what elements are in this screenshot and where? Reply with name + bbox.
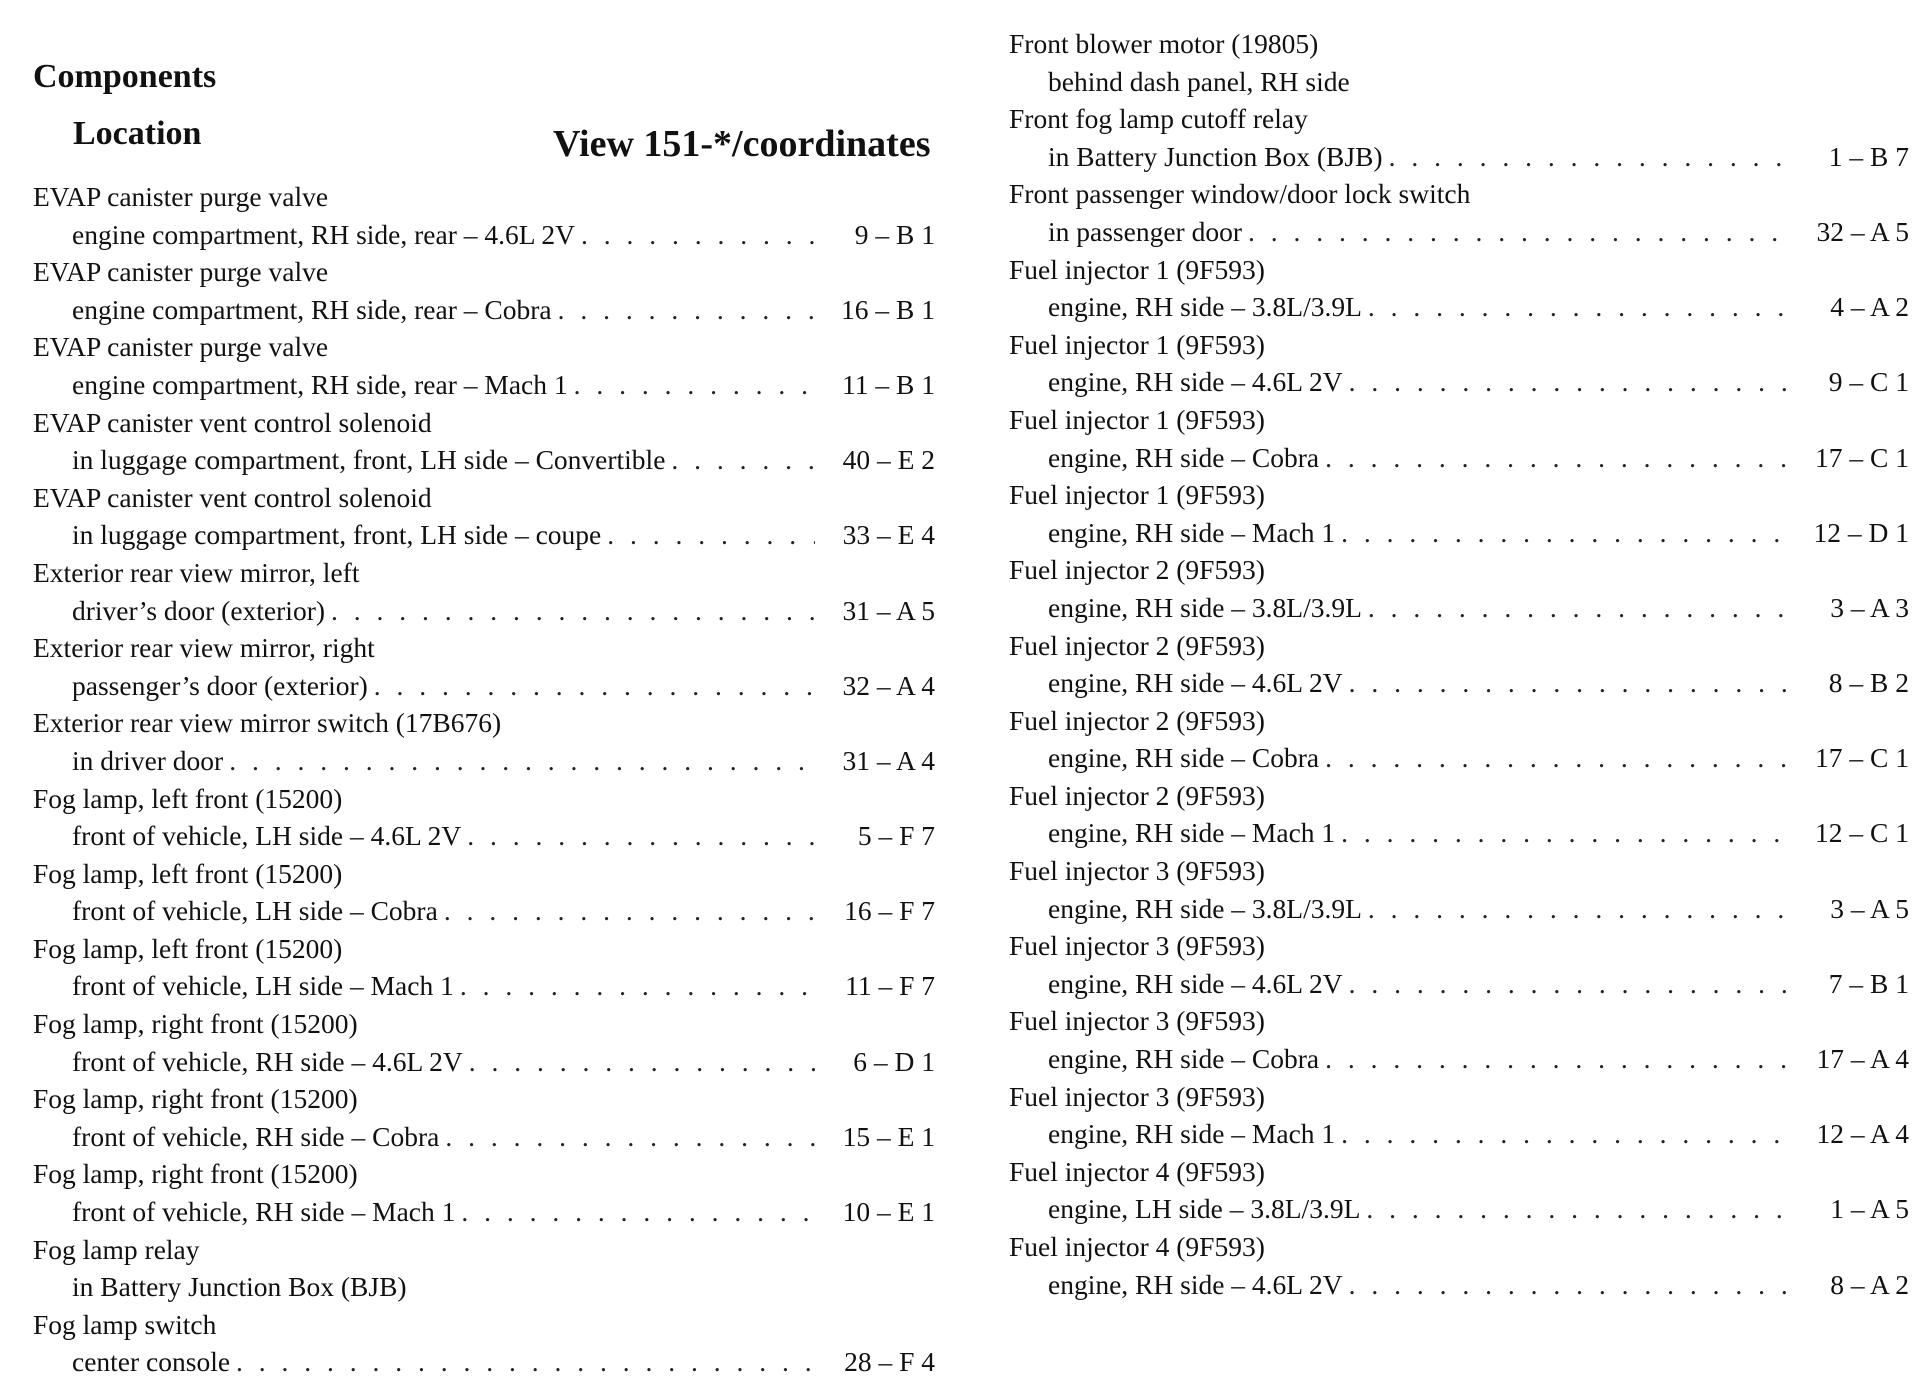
location-description: in luggage compartment, front, LH side – Convertible [72,444,666,476]
index-entry [33,780,935,855]
view-coordinate: 7 – B 1 [1828,967,1909,999]
index-entry [1009,777,1909,852]
index-entry [33,404,935,479]
location-description: center console [72,1346,231,1378]
component-name: EVAP canister purge valve [33,256,329,288]
component-location-line [33,1343,935,1381]
component-name: Fog lamp, left front (15200) [33,782,343,814]
location-description: engine compartment, RH side, rear – Mach 1 [72,368,568,400]
view-coordinate: 4 – A 2 [1830,291,1909,323]
dot-leader [1368,288,1789,326]
component-name: EVAP canister vent control solenoid [33,406,432,438]
index-entry [33,253,935,328]
component-location-line [1009,890,1909,928]
location-description: in Battery Junction Box (BJB) [1048,140,1383,172]
index-entry [33,1306,935,1381]
component-location-line [1009,664,1909,702]
index-entry [1009,1078,1909,1153]
component-name: Fuel injector 1 (9F593) [1009,253,1265,285]
component-name: Fuel injector 3 (9F593) [1009,1080,1265,1112]
dot-leader [1349,664,1789,702]
dot-leader [331,592,815,630]
index-entry [1009,175,1909,250]
component-name: EVAP canister purge valve [33,181,329,212]
dot-leader [1349,363,1789,401]
location-description: engine compartment, RH side, rear – 4.6L 2V [72,218,576,250]
location-column-heading: Location [73,115,202,152]
view-coordinate: 9 – B 1 [854,218,935,250]
component-name: Fuel injector 4 (9F593) [1009,1231,1265,1262]
index-entry [1009,100,1909,175]
view-coordinate: 32 – A 5 [1816,215,1909,247]
component-name: Front passenger window/door lock switch [1009,178,1471,210]
location-description: front of vehicle, LH side – Cobra [72,895,438,927]
location-description: passenger’s door (exterior) [72,669,368,701]
component-location-line [33,967,935,1005]
dot-leader [607,516,815,554]
location-description: engine, RH side – 3.8L/3.9L [1048,591,1362,623]
index-entry [33,704,935,779]
view-coordinate: 12 – C 1 [1815,817,1909,849]
location-description: front of vehicle, RH side – 4.6L 2V [72,1045,463,1077]
dot-leader [581,216,815,254]
left-index-column [33,178,935,1381]
view-coordinate: 9 – C 1 [1828,366,1909,398]
view-coordinate: 15 – E 1 [842,1120,935,1152]
view-coordinate: 17 – C 1 [1815,742,1909,774]
index-entry [33,629,935,704]
component-name: Fog lamp, right front (15200) [33,1008,358,1040]
dot-leader [1368,890,1789,928]
dot-leader [1368,589,1789,627]
component-location-line [1009,1190,1909,1228]
index-entry [33,1155,935,1230]
dot-leader [574,366,815,404]
component-name: Fuel injector 4 (9F593) [1009,1155,1265,1187]
component-name: Exterior rear view mirror, left [33,556,360,588]
component-location-line [33,441,935,479]
location-description: engine, RH side – 4.6L 2V [1048,967,1343,999]
component-location-line [33,1118,935,1156]
index-entry [33,479,935,554]
index-entry [33,1005,935,1080]
right-index-column [1009,25,1909,1303]
view-coordinate: 11 – B 1 [842,368,935,400]
dot-leader [1325,739,1789,777]
dot-leader [1389,138,1789,176]
component-name: Front blower motor (19805) [1009,28,1319,59]
component-name: Fog lamp, left front (15200) [33,932,343,964]
component-location-line [33,216,935,254]
component-name: Fuel injector 2 (9F593) [1009,629,1265,661]
dot-leader [1366,1190,1789,1228]
dot-leader [461,1193,815,1231]
index-entry [1009,702,1909,777]
location-description: engine, RH side – Mach 1 [1048,1118,1336,1150]
component-location-line [33,366,935,404]
location-description: engine, RH side – Mach 1 [1048,516,1336,548]
view-coordinate: 3 – A 3 [1830,591,1909,623]
dot-leader [1349,965,1789,1003]
location-description: engine, RH side – 4.6L 2V [1048,366,1343,398]
component-location-line [33,592,935,630]
location-description: engine, RH side – 4.6L 2V [1048,1268,1343,1300]
component-location-line [1009,589,1909,627]
component-name: Exterior rear view mirror switch (17B676) [33,707,502,739]
dot-leader [444,892,815,930]
location-description: in passenger door [1048,215,1242,247]
view-coordinate: 11 – F 7 [845,970,935,1002]
location-description: front of vehicle, LH side – Mach 1 [72,970,454,1002]
location-description: engine, LH side – 3.8L/3.9L [1048,1193,1361,1225]
component-location-line [1009,739,1909,777]
component-name: Fuel injector 3 (9F593) [1009,1005,1265,1037]
dot-leader [460,967,815,1005]
location-description: front of vehicle, LH side – 4.6L 2V [72,820,462,852]
component-location-line [33,1193,935,1231]
component-name: Exterior rear view mirror, right [33,632,375,664]
component-location-line [1009,288,1909,326]
dot-leader [229,742,815,780]
dot-leader [1341,514,1789,552]
view-coordinate: 1 – A 5 [1830,1193,1909,1225]
index-entry [33,328,935,403]
location-description: in Battery Junction Box (BJB) [72,1271,407,1303]
component-location-line [1009,439,1909,477]
location-description: in luggage compartment, front, LH side – coupe [72,519,602,551]
dot-leader [467,817,815,855]
view-coordinate: 12 – A 4 [1816,1118,1909,1150]
view-coordinate: 6 – D 1 [853,1045,935,1077]
component-name: Fog lamp, right front (15200) [33,1083,358,1115]
index-entry [33,1231,935,1306]
component-name: EVAP canister vent control solenoid [33,481,432,513]
component-name: Front fog lamp cutoff relay [1009,103,1308,135]
index-entry [1009,326,1909,401]
index-entry [1009,852,1909,927]
component-name: Fuel injector 1 (9F593) [1009,403,1265,435]
component-name: Fuel injector 2 (9F593) [1009,779,1265,811]
component-name: Fuel injector 1 (9F593) [1009,479,1265,511]
view-coordinate: 16 – B 1 [841,293,935,325]
component-name: Fog lamp relay [33,1233,200,1265]
component-name: Fuel injector 1 (9F593) [1009,328,1265,360]
index-entry [33,178,935,253]
component-location-line [1009,213,1909,251]
component-location-line [33,1268,935,1306]
component-location-line [33,892,935,930]
index-entry [1009,1002,1909,1077]
view-coordinate: 31 – A 4 [842,744,935,776]
location-description: front of vehicle, RH side – Mach 1 [72,1196,456,1228]
dot-leader [1248,213,1789,251]
component-name: Fog lamp switch [33,1308,217,1340]
dot-leader [445,1118,815,1156]
location-description: engine, RH side – 4.6L 2V [1048,667,1343,699]
index-entry [1009,1153,1909,1228]
component-location-line [1009,1040,1909,1078]
location-description: engine, RH side – Mach 1 [1048,817,1336,849]
view-coordinate: 12 – D 1 [1813,516,1909,548]
view-coordinate: 16 – F 7 [844,895,935,927]
location-description: engine, RH side – Cobra [1048,441,1320,473]
view-coordinate: 10 – E 1 [842,1196,935,1228]
index-entry [33,855,935,930]
dot-leader [1341,814,1789,852]
dot-leader [558,291,815,329]
view-coordinate: 8 – A 2 [1830,1268,1909,1300]
view-coordinate: 31 – A 5 [842,594,935,626]
view-coordinate: 3 – A 5 [1830,892,1909,924]
component-location-line [1009,965,1909,1003]
view-coordinates-heading: View 151-*/coordinates [553,123,931,165]
view-coordinate: 28 – F 4 [844,1346,935,1378]
location-description: engine compartment, RH side, rear – Cobra [72,293,552,325]
section-heading: Components [33,58,217,95]
view-coordinate: 40 – E 2 [842,444,935,476]
component-name: Fog lamp, left front (15200) [33,857,343,889]
dot-leader [1341,1115,1789,1153]
dot-leader [374,667,815,705]
component-location-line [33,516,935,554]
dot-leader [671,441,815,479]
component-name: Fuel injector 2 (9F593) [1009,704,1265,736]
component-location-line [1009,514,1909,552]
component-location-line [1009,1115,1909,1153]
location-description: behind dash panel, RH side [1048,65,1350,97]
component-location-line [33,291,935,329]
index-entry [1009,251,1909,326]
component-name: Fuel injector 2 (9F593) [1009,554,1265,586]
component-location-line [1009,814,1909,852]
component-location-line [1009,1266,1909,1304]
index-entry [33,1080,935,1155]
index-entry [1009,25,1909,100]
index-entry [1009,627,1909,702]
component-name: Fog lamp, right front (15200) [33,1158,358,1190]
dot-leader [236,1343,815,1381]
dot-leader [1325,439,1789,477]
location-description: driver’s door (exterior) [72,594,326,626]
dot-leader [1325,1040,1789,1078]
view-coordinate: 5 – F 7 [857,820,935,852]
location-description: front of vehicle, RH side – Cobra [72,1120,440,1152]
index-entry [1009,401,1909,476]
view-coordinate: 32 – A 4 [842,669,935,701]
index-entry [1009,551,1909,626]
component-name: Fuel injector 3 (9F593) [1009,930,1265,962]
index-entry [33,554,935,629]
index-entry [1009,927,1909,1002]
location-description: engine, RH side – Cobra [1048,1043,1320,1075]
dot-leader [1349,1266,1789,1304]
view-coordinate: 8 – B 2 [1828,667,1909,699]
view-coordinate: 17 – C 1 [1815,441,1909,473]
location-description: in driver door [72,744,224,776]
component-name: Fuel injector 3 (9F593) [1009,855,1265,887]
view-coordinate: 1 – B 7 [1828,140,1909,172]
location-description: engine, RH side – Cobra [1048,742,1320,774]
component-location-line [33,817,935,855]
component-location-line [1009,138,1909,176]
component-location-line [33,667,935,705]
index-entry [1009,1228,1909,1303]
location-description: engine, RH side – 3.8L/3.9L [1048,892,1362,924]
component-location-line [1009,63,1909,101]
location-description: engine, RH side – 3.8L/3.9L [1048,291,1362,323]
index-entry [1009,476,1909,551]
dot-leader [469,1043,815,1081]
component-name: EVAP canister purge valve [33,331,329,363]
view-coordinate: 17 – A 4 [1816,1043,1909,1075]
component-location-line [1009,363,1909,401]
view-coordinate: 33 – E 4 [842,519,935,551]
component-location-line [33,1043,935,1081]
index-entry [33,930,935,1005]
component-location-line [33,742,935,780]
